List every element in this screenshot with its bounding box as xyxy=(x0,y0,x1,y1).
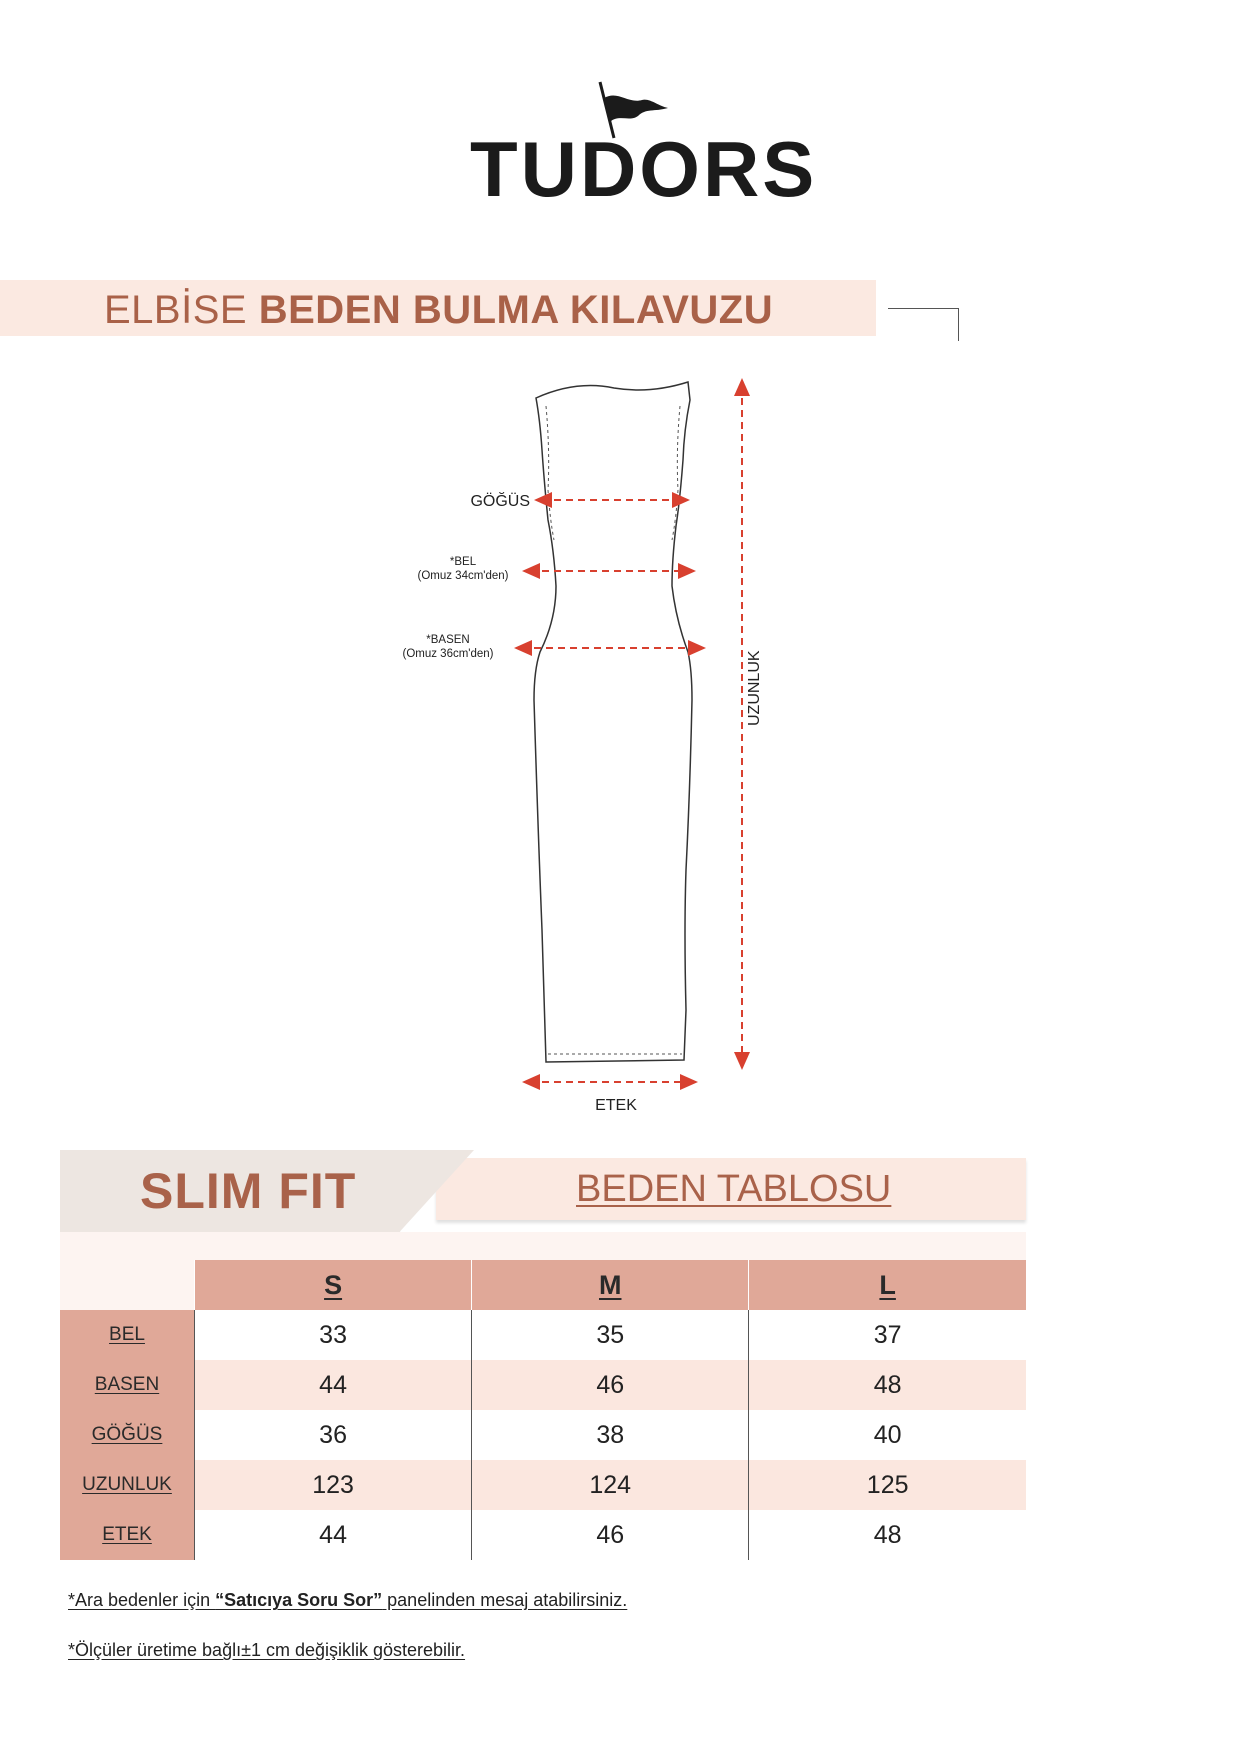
cell-value: 46 xyxy=(472,1510,749,1560)
hem-label: ETEK xyxy=(595,1097,637,1114)
cell-value: 48 xyxy=(749,1360,1026,1410)
cell-value: 40 xyxy=(749,1410,1026,1460)
table-row xyxy=(60,1410,1026,1460)
dress-diagram xyxy=(0,370,1240,1130)
table-padding xyxy=(60,1232,1026,1260)
row-label: BASEN xyxy=(60,1360,195,1410)
dress-svg xyxy=(0,370,1240,1130)
cell-value: 35 xyxy=(472,1310,749,1360)
cell-value: 44 xyxy=(195,1510,472,1560)
title-bold: BEDEN BULMA KILAVUZU xyxy=(258,288,774,332)
table-row xyxy=(60,1510,1026,1560)
title-light: ELBİSE xyxy=(104,288,248,332)
cell-value: 33 xyxy=(195,1310,472,1360)
length-label: UZUNLUK xyxy=(746,650,763,726)
fit-label: SLIM FIT xyxy=(140,1163,357,1219)
brand-logo xyxy=(470,78,818,213)
hip-label: *BASEN (Omuz 36cm'den) xyxy=(402,634,494,660)
cell-value: 44 xyxy=(195,1360,472,1410)
row-label: BEL xyxy=(60,1310,195,1360)
note-tolerance: *Ölçüler üretime bağlı±1 cm değişiklik gösterebilir. xyxy=(68,1640,466,1660)
row-label: UZUNLUK xyxy=(60,1460,195,1510)
note-intermediate-sizes: *Ara bedenler için “Satıcıya Soru Sor” panelinden mesaj atabilirsiniz. xyxy=(68,1590,628,1610)
dress-outline xyxy=(534,382,692,1062)
size-header: M xyxy=(472,1260,749,1310)
cell-value: 38 xyxy=(472,1410,749,1460)
size-header-row xyxy=(60,1260,1026,1310)
table-row xyxy=(60,1460,1026,1510)
cell-value: 48 xyxy=(749,1510,1026,1560)
cell-value: 36 xyxy=(195,1410,472,1460)
cell-value: 123 xyxy=(195,1460,472,1510)
page-title xyxy=(104,288,773,332)
row-label: GÖĞÜS xyxy=(60,1410,195,1460)
row-label: ETEK xyxy=(60,1510,195,1560)
size-header: L xyxy=(749,1260,1026,1310)
title-corner-line xyxy=(888,308,959,341)
cell-value: 124 xyxy=(472,1460,749,1510)
chest-label: GÖĞÜS xyxy=(470,493,530,510)
size-table xyxy=(60,1260,1026,1560)
cell-value: 125 xyxy=(749,1460,1026,1510)
size-header: S xyxy=(195,1260,472,1310)
cell-value: 46 xyxy=(472,1360,749,1410)
corner-cell xyxy=(60,1260,195,1310)
table-row xyxy=(60,1360,1026,1410)
table-title: BEDEN TABLOSU xyxy=(576,1168,892,1210)
brand-name: TUDORS xyxy=(470,125,818,213)
cell-value: 37 xyxy=(749,1310,1026,1360)
table-row xyxy=(60,1310,1026,1360)
waist-label: *BEL (Omuz 34cm'den) xyxy=(417,556,509,582)
